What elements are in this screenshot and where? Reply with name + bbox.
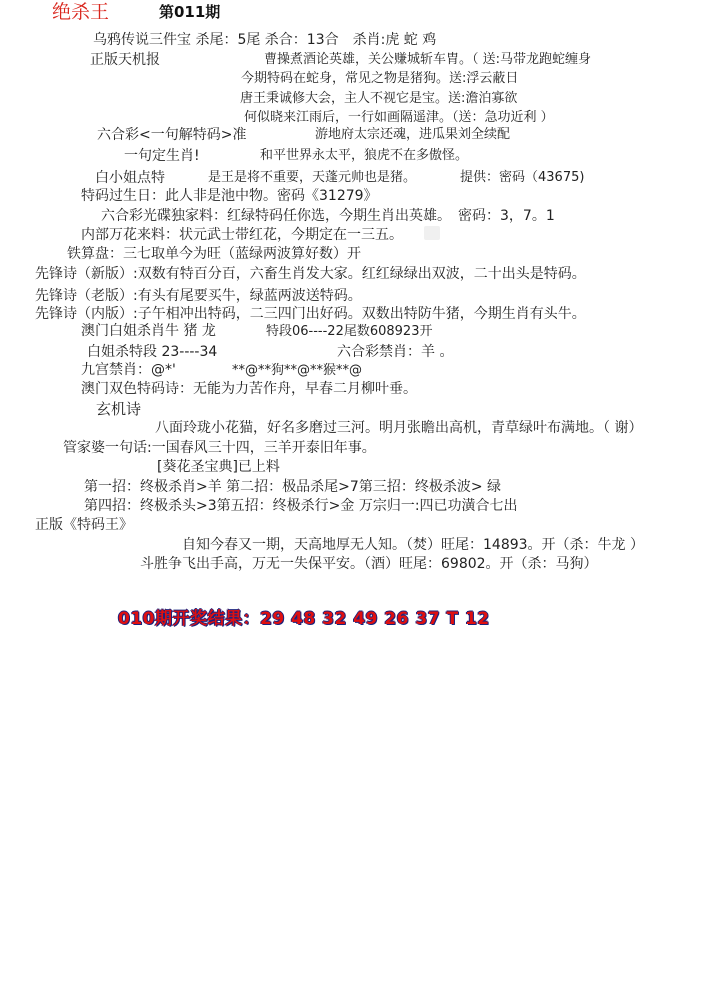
- line-sunflower-title: [葵花圣宝典]已上料: [157, 459, 280, 475]
- line-macau-range: 特段06----22尾数608923开: [266, 324, 433, 339]
- line-tianji-3: 唐王秉诚修大会，主人不视它是宝。送:澹泊寡欲: [240, 91, 518, 106]
- line-nine-palace-codes: **@**狗**@**猴**@: [232, 363, 363, 378]
- line-moves-2: 第四招：终极杀头>3第五招：终极杀行>金 万宗归一:四已功潢合七出: [84, 498, 518, 514]
- line-birthday: 特码过生日：此人非是池中物。密码《31279》: [81, 188, 378, 204]
- line-moves-1: 第一招：终极杀肖>羊 第二招：极品杀尾>7第三招：终极杀波> 绿: [84, 479, 501, 495]
- line-mystery-title: 玄机诗: [96, 400, 142, 418]
- line-king-2: 斗胜争飞出手高，万无一失保平安。（酒）旺尾：69802。开（杀：马狗）: [140, 556, 598, 572]
- line-zodiac-title: 一句定生肖!: [124, 148, 200, 164]
- line-internal: 内部万花来料：状元武士带红花，今期定在一三五。: [81, 227, 403, 243]
- line-crow-legend: 乌鸦传说三件宝 杀尾：5尾 杀合：13合 杀肖:虎 蛇 鸡: [93, 32, 437, 48]
- line-tianji-4: 何似晓来江雨后，一行如画隔遥津。（送：急功近利 ）: [244, 110, 554, 125]
- line-bai-range: 白姐杀特段 23----34: [87, 344, 218, 360]
- line-disc: 六合彩光碟独家料：红绿特码任你选，今期生肖出英雄。 密码：3，7。1: [101, 208, 555, 224]
- line-nine-palace: 九宫禁肖：@*': [81, 362, 176, 378]
- line-macau-kill: 澳门白姐杀肖牛 猪 龙: [81, 323, 216, 339]
- line-tianji-1: 曹操煮酒论英雄，关公赚城斩车胄。（ 送:马带龙跑蛇缠身: [264, 52, 592, 67]
- line-tianji-title: 正版天机报: [90, 52, 160, 68]
- line-abacus: 铁算盘：三七取单今为旺（蓝绿两波算好数）开: [67, 246, 361, 262]
- line-poem-old: 先锋诗（老版）:有头有尾要买牛，绿蓝两波送特码。: [35, 288, 362, 304]
- line-zodiac-text: 和平世界永太平，狼虎不在多傲怪。: [260, 148, 469, 163]
- line-banned-zodiac: 六合彩禁肖：羊 。: [337, 344, 454, 360]
- line-macau-poem: 澳门双色特码诗：无能为力苦作舟，早春二月柳叶垂。: [81, 381, 417, 397]
- line-king-1: 自知今春又一期，天高地厚无人知。（焚）旺尾：14893。开（杀：牛龙 ）: [182, 537, 644, 553]
- draw-result: 010期开奖结果：29 48 32 49 26 37 T 12: [118, 609, 490, 629]
- line-king-title: 正版《特码王》: [35, 517, 133, 533]
- line-housekeeper: 管家婆一句话:一国春风三十四，三羊开泰旧年事。: [63, 440, 376, 456]
- page-title: 绝杀王: [52, 1, 110, 23]
- line-one-sentence-text: 游地府太宗还魂，进瓜果刘全续配: [315, 127, 511, 142]
- line-tianji-2: 今期特码在蛇身，常见之物是猪狗。送:浮云蔽日: [241, 71, 519, 86]
- line-one-sentence-title: 六合彩<一句解特码>准: [97, 127, 247, 143]
- issue-number: 第011期: [159, 3, 221, 21]
- line-bai-text: 是王是将不重要，天蓬元帅也是猪。: [208, 170, 417, 185]
- line-mystery-text: 八面玲珑小花猫，好名多磨过三河。明月张瞻出高机，青草绿叶布满地。（ 谢）: [155, 420, 643, 436]
- line-bai-title: 白小姐点特: [95, 170, 165, 186]
- line-poem-new: 先锋诗（新版）:双数有特百分百，六畜生肖发大家。红红绿绿出双波，二十出头是特码。: [35, 266, 586, 282]
- line-bai-code: 提供：密码（43675): [460, 170, 585, 185]
- seal-mark: [424, 226, 440, 240]
- line-poem-inner: 先锋诗（内版）:子午相冲出特码，二三四门出好码。双数出特防牛猪，今期生肖有头牛。: [35, 306, 586, 322]
